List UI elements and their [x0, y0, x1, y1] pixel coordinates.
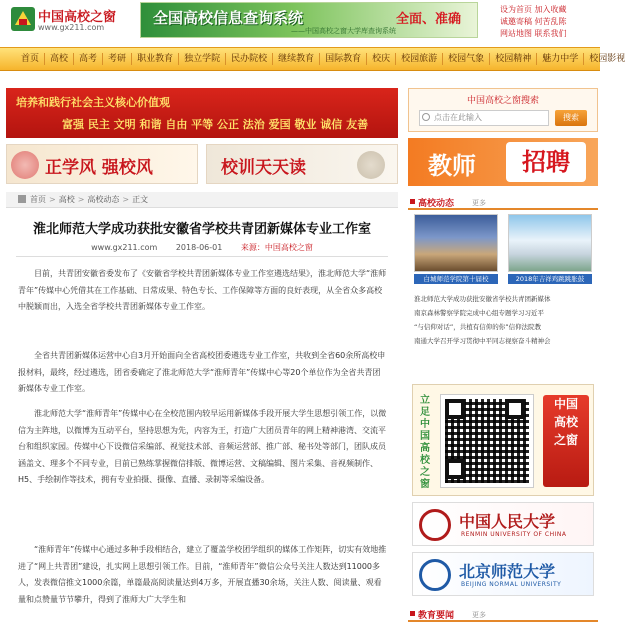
article-paragraph: 目前，共青团安徽省委发布了《安徽省学校共青团新媒体专业工作室遴选结果》，淮北师范大学“淮师青年”传媒中心凭借其在工作基础、日常成果、特色专长、工作保障等方面的良好表现，从全省众多高校中脱颖而出，入选全省学校共青团新媒体专业工作室。: [18, 269, 387, 311]
core-values-line1: 培养和践行社会主义核心价值观: [16, 96, 170, 109]
search-input[interactable]: 点击在此输入: [419, 110, 549, 126]
header-banner[interactable]: [140, 2, 478, 38]
study-style-banner[interactable]: [6, 144, 198, 184]
renmin-university-banner[interactable]: [412, 502, 594, 546]
nav-item-international[interactable]: 国际教育: [320, 53, 367, 65]
breadcrumb: 首页 > 高校 > 高校动态 > 正文: [6, 192, 398, 208]
motto-text: 校训天天读: [221, 158, 306, 178]
edu-news-more-link[interactable]: 更多: [472, 611, 486, 619]
nav-item-independent[interactable]: 独立学院: [179, 53, 226, 65]
nav-item-vocational[interactable]: 职业教育: [132, 53, 179, 65]
logo-icon: [10, 6, 36, 32]
bnu-banner[interactable]: [412, 552, 594, 596]
article: [6, 210, 398, 630]
site-logo[interactable]: [10, 4, 130, 36]
breadcrumb-item[interactable]: 首页: [30, 195, 46, 204]
news-photo[interactable]: [414, 214, 498, 272]
news-more-link[interactable]: 更多: [472, 199, 486, 207]
nav-item-continuing[interactable]: 继续教育: [273, 53, 320, 65]
news-panel-header: [408, 194, 598, 210]
news-item[interactable]: 南京森林警察学院完成中心组专题学习习近平: [414, 309, 544, 317]
study-style-text: 正学风 强校风: [45, 158, 153, 178]
nav-item-travel[interactable]: 校园旅游: [396, 53, 443, 65]
news-photo-caption[interactable]: 2018年吉祥鸡跳跳胀鼓: [508, 274, 592, 284]
news-list: [414, 292, 598, 348]
top-links: [500, 4, 596, 40]
core-values-line2: 富强 民主 文明 和谐 自由 平等 公正 法治 爱国 敬业 诚信 友善: [62, 118, 369, 131]
motto-banner[interactable]: [206, 144, 398, 184]
qr-badge-text: 高校: [553, 415, 578, 429]
wechat-qr-banner[interactable]: [412, 384, 594, 496]
qr-badge-text: 中国: [553, 397, 578, 411]
edu-news-panel-header: [408, 606, 598, 622]
breadcrumb-item: 正文: [132, 195, 149, 204]
search-title: 中国高校之窗搜索: [466, 96, 539, 106]
nav-item-kaoyan[interactable]: 考研: [103, 53, 132, 65]
nav-item-film[interactable]: 校园影视: [589, 54, 626, 64]
nav-item-private[interactable]: 民办院校: [226, 53, 273, 65]
nav-item-spirit[interactable]: 校园精神: [490, 53, 537, 65]
article-paragraph: 全省共青团新媒体运营中心自3月开始面向全省高校团委遴选专业工作室，共收到全省60余所高校申报材料，最终，经过遴选，团省委确定了淮北师范大学“淮师青年”传媒中心等20个单位作为全省共青团新媒体专业工作室。: [18, 351, 386, 393]
article-site: www.gx211.com: [91, 243, 158, 252]
bullet-icon: [410, 199, 415, 204]
recruit-text-a: 教师: [428, 152, 476, 180]
site-header: [0, 0, 600, 42]
university-seal-icon: [419, 509, 451, 541]
article-paragraph: “淮师青年”传媒中心通过多种手段相结合，建立了覆盖学校团学组织的媒体工作矩阵，切实有效地推进了“网上共青团”建设，扎实网上思想引领工作。目前，“淮师青年”微信公众号关注人数达到11000多人，发表微信推文1000余篇，单篇最高阅读量达到4万多，开展直播30余场，关注人数、阅读量、观看量和点赞量节节攀升，得到了淮师大广大学生和: [18, 545, 387, 604]
logo-name: 中国高校之窗: [38, 10, 117, 25]
breadcrumb-item[interactable]: 高校动态: [87, 195, 120, 204]
site-search: [408, 88, 598, 132]
nav-item-anniversary[interactable]: 校庆: [367, 53, 396, 65]
nav-item-highschool[interactable]: 魅力中学: [537, 53, 584, 65]
nav-item-colleges[interactable]: 高校: [45, 53, 74, 65]
ink-decoration-icon: [357, 151, 385, 179]
qr-side-badge: [543, 395, 589, 487]
recruit-text-b: 招聘: [506, 142, 586, 182]
breadcrumb-item[interactable]: 高校: [58, 195, 75, 204]
edu-news-title[interactable]: 教育要闻: [418, 611, 455, 621]
header-banner-slogan: 全面、准确: [396, 12, 462, 27]
qr-finder-icon: [505, 399, 525, 419]
search-button[interactable]: 搜索: [555, 110, 587, 126]
news-panel-title[interactable]: 高校动态: [418, 199, 455, 209]
main-nav: [0, 47, 626, 71]
header-banner-title: 全国高校信息查询系统: [153, 9, 304, 27]
university-name-en: BEIJING NORMAL UNIVERSITY: [461, 581, 562, 588]
article-source: 来源：中国高校之窗: [240, 243, 313, 252]
nav-item-gaokao[interactable]: 高考: [74, 53, 103, 65]
nav-item-weather[interactable]: 校园气象: [443, 53, 490, 65]
top-link[interactable]: 诚邀寄稿 何苦乱陈: [500, 17, 567, 26]
nav-item-home[interactable]: 首页: [16, 53, 45, 65]
university-name-en: RENMIN UNIVERSITY OF CHINA: [461, 531, 567, 538]
teacher-recruit-banner[interactable]: [408, 138, 598, 186]
university-seal-icon: [419, 559, 451, 591]
news-photo-caption[interactable]: 白城师范学院第十届校: [414, 274, 498, 284]
divider: [16, 256, 388, 257]
qr-side-text: 立足中国高校之窗: [420, 395, 430, 490]
top-link[interactable]: 设为首页 加入收藏: [500, 5, 567, 14]
logo-url: www.gx211.com: [38, 23, 105, 32]
qr-finder-icon: [445, 459, 465, 479]
news-item[interactable]: “与信仰对话”，共植有信仰的你”信仰法院教: [414, 323, 542, 331]
article-title: 淮北师范大学成功获批安徽省学校共青团新媒体专业工作室: [32, 222, 371, 237]
news-item[interactable]: 南通大学召开学习贯彻中平同志视察奋斗精神会: [414, 337, 551, 345]
article-paragraph: 淮北师范大学“淮师青年”传媒中心在全校范围内较早运用新媒体手段开展大学生思想引领工作，以微信为主阵地，以微博为互动平台，坚持思想为先，内容为王，打造广大团员青年的网上精神港湾、交流平台和组织家园。传媒中心下设微信采编部、视觉技术部、音频运营部、推广部、秘书处等部门，团队成员涵盖文、理多个不同专业，目前已熟练掌握微信排版、微博运营、文稿编辑、图片采集、音视频制作、H5、手绘制作等技术，拥有专业拍摄、摄像、直播、录制等采编设备。: [18, 409, 387, 484]
core-values-banner[interactable]: [6, 88, 398, 138]
article-date: 2018-06-01: [175, 243, 223, 252]
university-name: 北京师范大学: [459, 562, 556, 581]
qr-badge-text: 之窗: [553, 433, 578, 447]
search-icon: [422, 113, 430, 121]
news-photo[interactable]: [508, 214, 592, 272]
university-name: 中国人民大学: [459, 512, 556, 531]
header-banner-sub: ——中国高校之窗大学库查询系统: [291, 27, 396, 35]
news-item[interactable]: 淮北师范大学成功获批安徽省学校共青团新媒体: [414, 295, 551, 303]
article-meta: [6, 242, 398, 253]
bullet-icon: [410, 611, 415, 616]
home-icon: [18, 195, 26, 203]
qr-finder-icon: [445, 399, 465, 419]
top-link[interactable]: 网站地图 联系我们: [500, 29, 567, 38]
plum-blossom-icon: [11, 151, 39, 179]
